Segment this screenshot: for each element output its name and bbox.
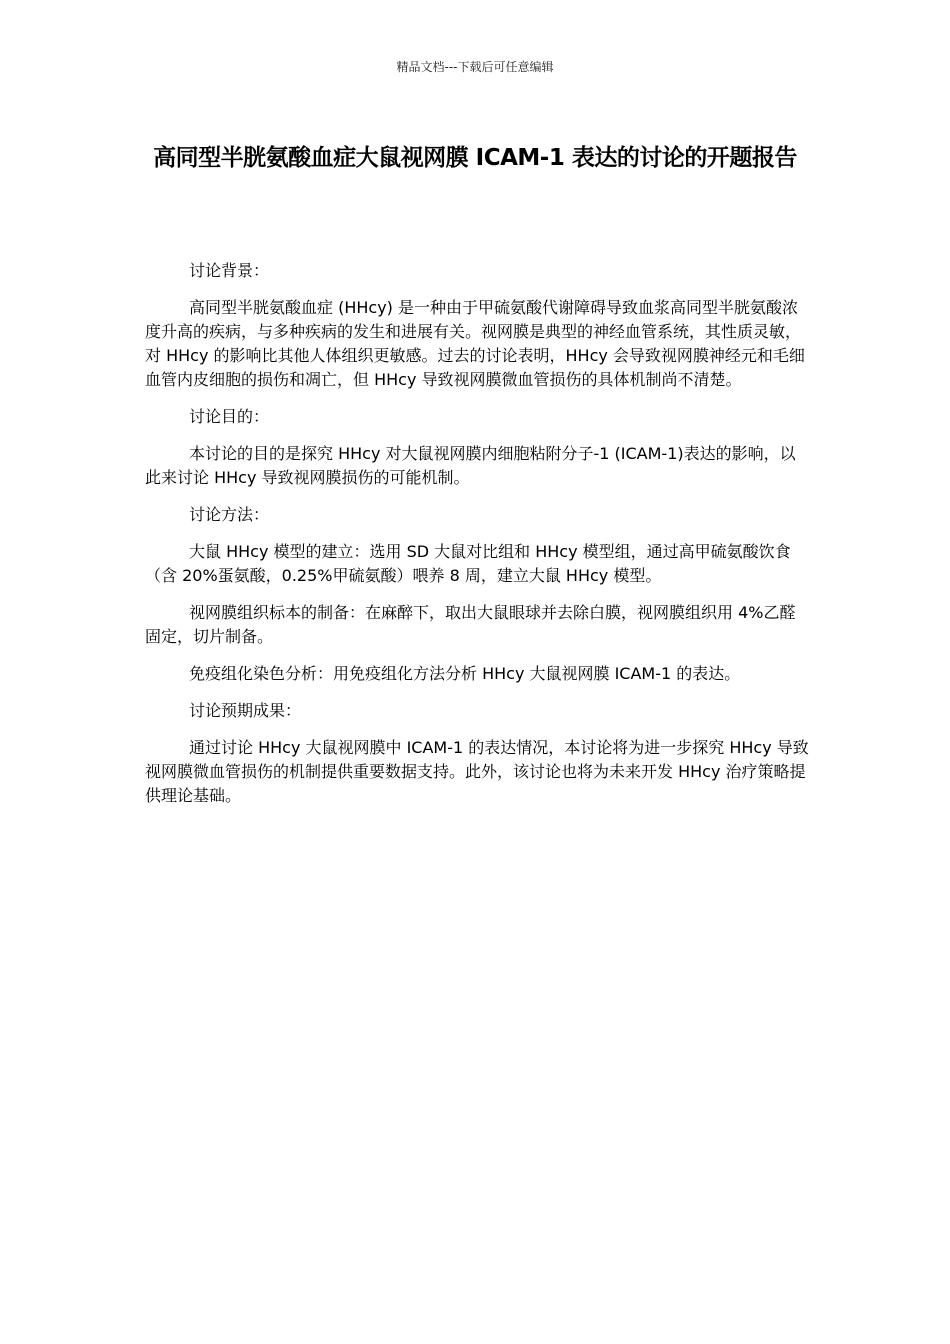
section-heading-background: 讨论背景： (189, 261, 270, 280)
paragraph-background: 高同型半胱氨酸血症 (HHcy) 是一种由于甲硫氨酸代谢障碍导致血浆高同型半胱氨酸浓度升高的疾病，与多种疾病的发生和进展有关。视网膜是典型的神经血管系统，其性质灵敏，对 HHcy 的影响比其他人体组织更敏感。过去的讨论表明，HHcy 会导致视网膜神经元和毛细血管内皮细胞的损伤和凋亡，但 HHcy 导致视网膜微血管损伤的具体机制尚不清楚。 (145, 298, 805, 389)
paragraph-purpose: 本讨论的目的是探究 HHcy 对大鼠视网膜内细胞粘附分子-1 (ICAM-1)表达的影响，以此来讨论 HHcy 导致视网膜损伤的可能机制。 (145, 444, 796, 487)
document-body (145, 259, 810, 821)
header-note: 精品文档---下载后可任意编辑 (396, 60, 554, 74)
paragraph-method-model: 大鼠 HHcy 模型的建立：选用 SD 大鼠对比组和 HHcy 模型组，通过高甲硫氨酸饮食（含 20%蛋氨酸，0.25%甲硫氨酸）喂养 8 周，建立大鼠 HHcy 模型。 (145, 542, 791, 585)
paragraph-results: 通过讨论 HHcy 大鼠视网膜中 ICAM-1 的表达情况，本讨论将为进一步探究 HHcy 导致视网膜微血管损伤的机制提供重要数据支持。此外，该讨论也将为未来开发 HHcy 治疗策略提供理论基础。 (145, 738, 809, 805)
section-heading-method: 讨论方法： (189, 505, 270, 524)
paragraph-method-staining: 免疫组化染色分析：用免疫组化方法分析 HHcy 大鼠视网膜 ICAM-1 的表达。 (189, 664, 741, 683)
section-heading-results: 讨论预期成果： (189, 701, 302, 720)
section-heading-purpose: 讨论目的： (189, 407, 270, 426)
document-title: 高同型半胱氨酸血症大鼠视网膜 ICAM-1 表达的讨论的开题报告 (153, 145, 797, 171)
paragraph-method-specimen: 视网膜组织标本的制备：在麻醉下，取出大鼠眼球并去除白膜，视网膜组织用 4%乙醛固定，切片制备。 (145, 603, 796, 646)
